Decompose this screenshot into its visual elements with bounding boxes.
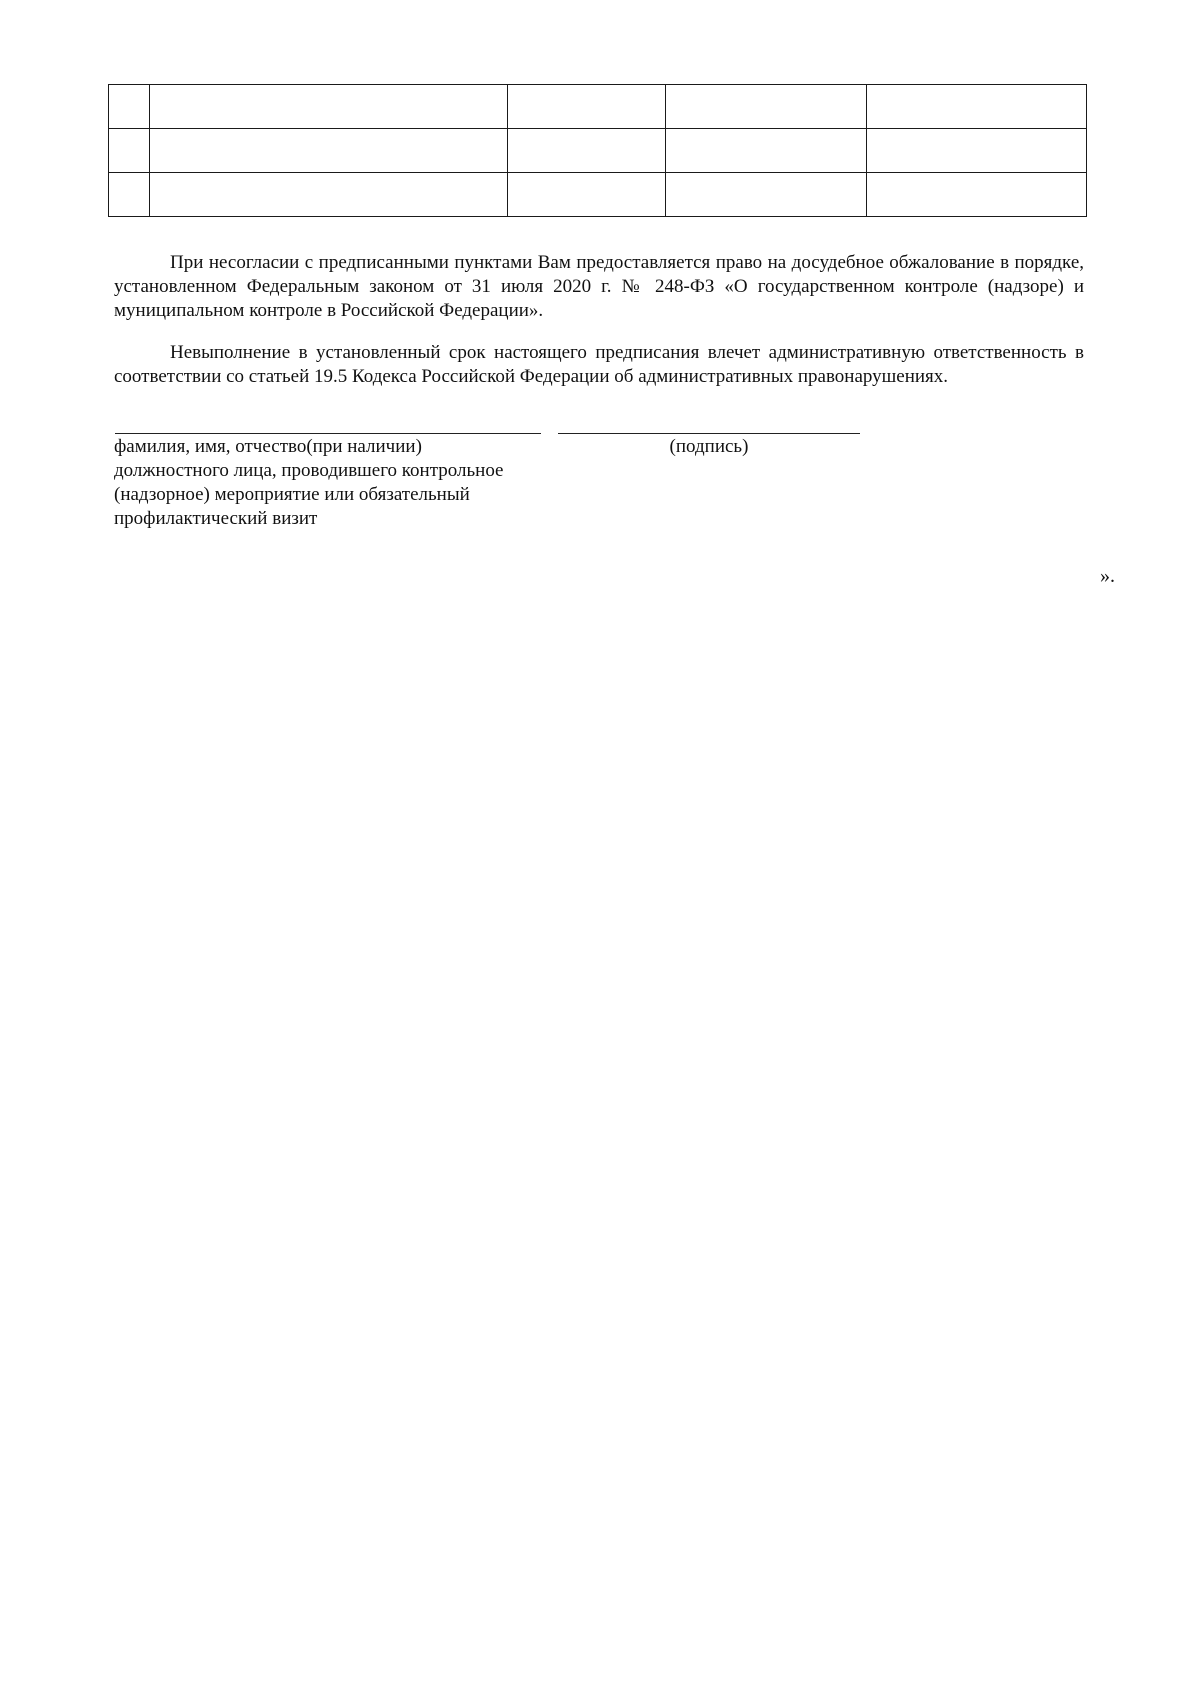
table-cell xyxy=(109,173,150,217)
table-cell xyxy=(867,85,1087,129)
table-cell xyxy=(508,129,666,173)
table-row xyxy=(109,129,1087,173)
liability-paragraph: Невыполнение в установленный срок настоящего предписания влечет административную ответственность в соответствии со статьей 19.5 Кодекса Российской Федерации об административных правонарушениях. xyxy=(114,342,1084,387)
appeal-rights-paragraph: При несогласии с предписанными пунктами Вам предоставляется право на досудебное обжалование в порядке, установленном Федеральным законом от 31 июля 2020 г. № 248-ФЗ «О государственном контроле (надзоре) и муниципальном контроле в Российской Федерации». xyxy=(114,252,1084,321)
table-cell xyxy=(508,85,666,129)
prescription-table xyxy=(108,84,1087,217)
caption-line: фамилия, имя, отчество(при наличии) xyxy=(114,436,422,457)
table-cell xyxy=(666,173,867,217)
table-cell xyxy=(867,129,1087,173)
table-cell xyxy=(867,173,1087,217)
signature-caption: (подпись) xyxy=(669,436,749,457)
table-cell xyxy=(666,129,867,173)
signature-line xyxy=(558,433,860,434)
caption-line: должностного лица, проводившего контрольное xyxy=(114,460,504,481)
table-row xyxy=(109,85,1087,129)
caption-line: профилактический визит xyxy=(114,508,318,529)
table-cell xyxy=(666,85,867,129)
official-name-caption xyxy=(114,435,554,531)
table-cell xyxy=(109,85,150,129)
caption-line: (надзорное) мероприятие или обязательный xyxy=(114,484,470,505)
table-cell xyxy=(150,85,508,129)
table-cell xyxy=(150,173,508,217)
table-row xyxy=(109,173,1087,217)
closing-quote-mark: ». xyxy=(1100,565,1115,587)
table-cell xyxy=(508,173,666,217)
table-cell xyxy=(150,129,508,173)
table-cell xyxy=(109,129,150,173)
name-signature-line xyxy=(115,433,541,434)
